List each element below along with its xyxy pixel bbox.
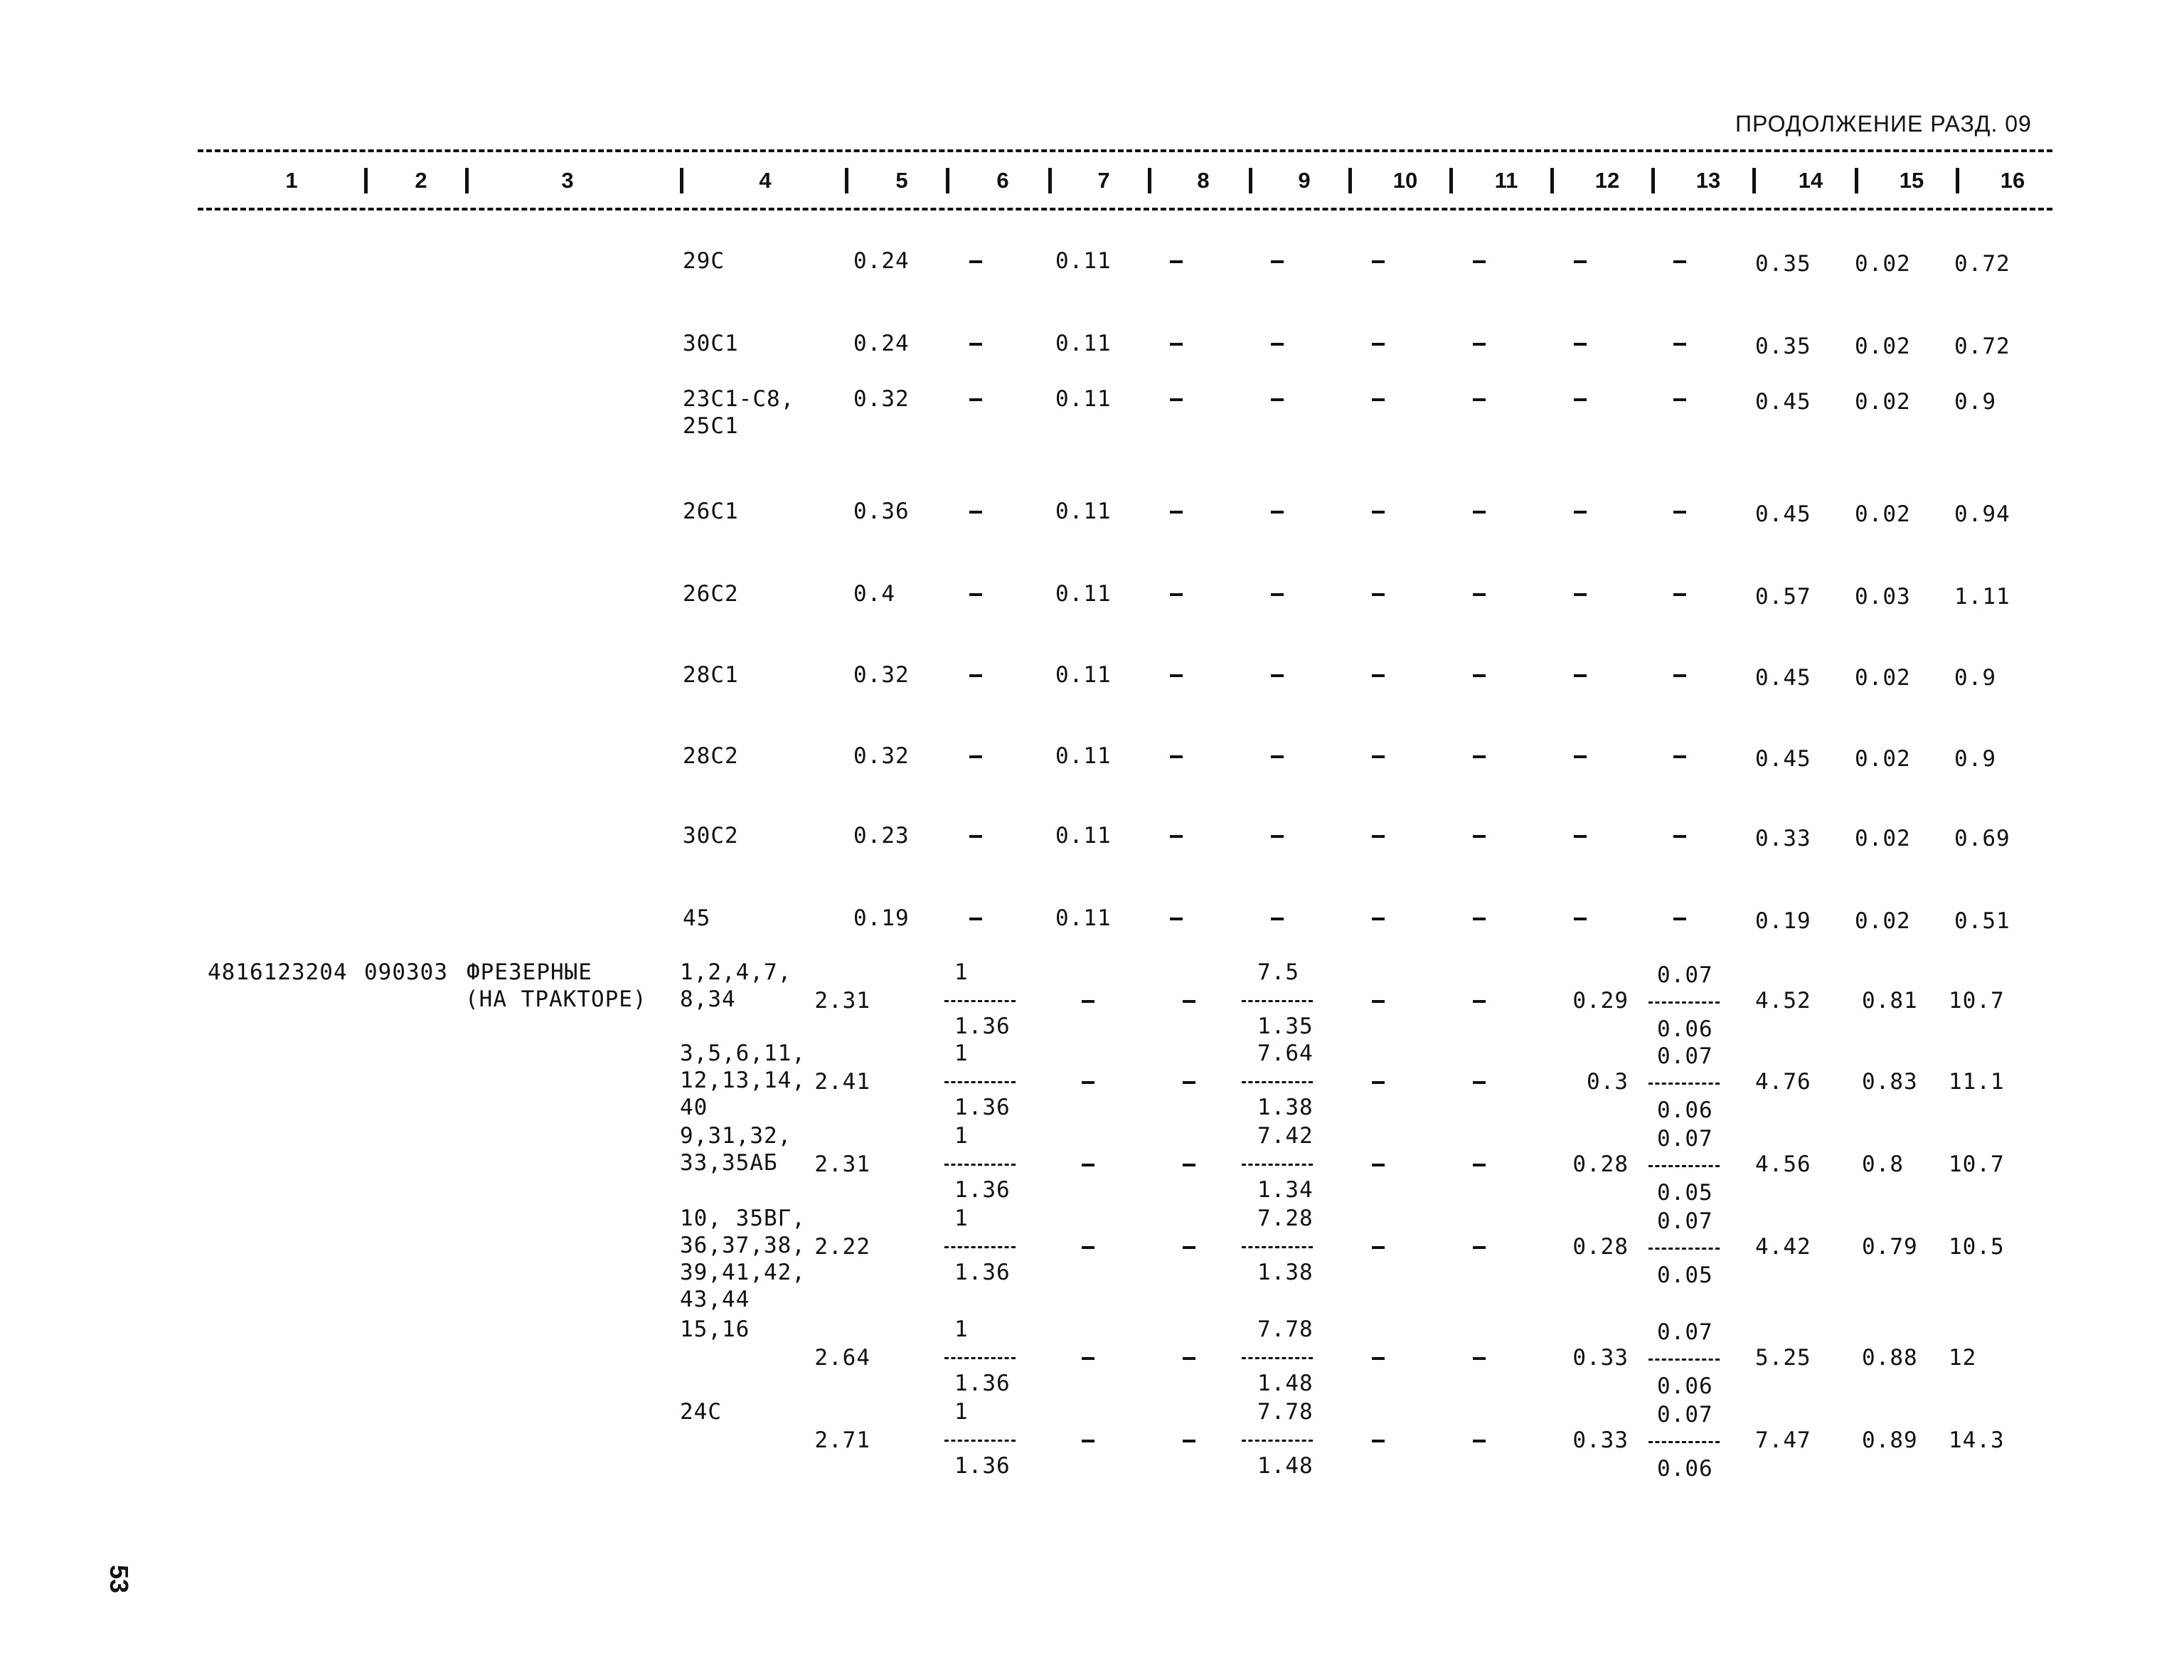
group-code-2: 090303 bbox=[364, 959, 448, 985]
empty-cell-dash bbox=[1372, 918, 1385, 920]
fraction-denominator: 1.36 bbox=[954, 1095, 1011, 1120]
fraction-denominator: 1.34 bbox=[1257, 1177, 1314, 1203]
row-col5: 0.32 bbox=[853, 743, 910, 769]
empty-cell-dash bbox=[1574, 343, 1587, 346]
row-col14: 0.45 bbox=[1755, 665, 1811, 691]
row-col4: 26С1 bbox=[683, 499, 739, 524]
empty-cell-dash bbox=[1271, 755, 1284, 758]
group-code-1: 4816123204 bbox=[208, 959, 348, 985]
empty-cell-dash bbox=[1473, 1164, 1486, 1166]
fraction-denominator: 1.38 bbox=[1257, 1260, 1314, 1285]
row-col4-line: 10, 35ВГ, bbox=[680, 1206, 806, 1231]
row-col4-line: 3,5,6,11, bbox=[680, 1041, 806, 1066]
row-col15: 0.02 bbox=[1855, 501, 1911, 527]
column-header-15: 15 bbox=[1899, 168, 1924, 193]
fraction-numerator: 0.07 bbox=[1657, 1208, 1713, 1234]
row-col15: 0.02 bbox=[1855, 665, 1911, 691]
fraction-numerator: 1 bbox=[954, 1041, 969, 1066]
empty-cell-dash bbox=[969, 593, 982, 596]
group-name-line-2: (НА ТРАКТОРЕ) bbox=[465, 987, 647, 1012]
empty-cell-dash bbox=[1473, 918, 1486, 920]
row-col4-line: 40 bbox=[680, 1095, 708, 1120]
empty-cell-dash bbox=[1372, 1000, 1385, 1003]
row-col4-line: 9,31,32, bbox=[680, 1123, 792, 1149]
row-col7: 0.11 bbox=[1055, 248, 1112, 274]
fraction-denominator: 0.06 bbox=[1657, 1456, 1713, 1482]
empty-cell-dash bbox=[1082, 1440, 1094, 1442]
row-col4-cont: 25С1 bbox=[683, 413, 739, 439]
row-col15: 0.02 bbox=[1855, 826, 1911, 851]
row-col4-line: 15,16 bbox=[680, 1317, 750, 1342]
fraction-bar bbox=[944, 1164, 1016, 1166]
row-col4-line: 12,13,14, bbox=[680, 1068, 806, 1093]
row-col5: 0.36 bbox=[853, 499, 910, 524]
row-col16: 0.69 bbox=[1954, 826, 2010, 851]
empty-cell-dash bbox=[1170, 593, 1183, 596]
row-col16: 10.7 bbox=[1949, 988, 2005, 1014]
fraction-denominator: 0.06 bbox=[1657, 1373, 1713, 1399]
column-header-1: 1 bbox=[285, 168, 298, 193]
fraction-numerator: 7.78 bbox=[1257, 1399, 1314, 1425]
column-separator bbox=[1048, 168, 1052, 193]
row-col14: 5.25 bbox=[1755, 1345, 1811, 1371]
empty-cell-dash bbox=[1372, 1081, 1385, 1084]
column-header-3: 3 bbox=[561, 168, 574, 193]
empty-cell-dash bbox=[1473, 593, 1486, 596]
row-col14: 0.45 bbox=[1755, 501, 1811, 527]
empty-cell-dash bbox=[969, 918, 982, 920]
fraction-bar bbox=[1242, 1000, 1313, 1002]
empty-cell-dash bbox=[1574, 511, 1587, 514]
fraction-denominator: 1.36 bbox=[954, 1371, 1011, 1396]
page-number: 53 bbox=[105, 1565, 134, 1594]
fraction-numerator: 0.07 bbox=[1657, 962, 1713, 988]
row-col14: 0.57 bbox=[1755, 584, 1811, 610]
empty-cell-dash bbox=[1473, 511, 1486, 514]
column-separator bbox=[946, 168, 949, 193]
empty-cell-dash bbox=[1170, 835, 1183, 838]
row-col14: 0.19 bbox=[1755, 908, 1811, 934]
column-separator bbox=[845, 168, 848, 193]
empty-cell-dash bbox=[1673, 674, 1686, 677]
fraction-bar bbox=[944, 1246, 1016, 1248]
row-col5: 2.31 bbox=[814, 1152, 870, 1177]
row-col4-line: 1,2,4,7, bbox=[680, 959, 792, 985]
fraction-bar bbox=[1242, 1357, 1313, 1359]
empty-cell-dash bbox=[1271, 260, 1284, 263]
column-header-7: 7 bbox=[1097, 168, 1110, 193]
empty-cell-dash bbox=[1473, 674, 1486, 677]
fraction-bar bbox=[944, 1000, 1016, 1002]
fraction-numerator: 1 bbox=[954, 1123, 969, 1149]
column-separator bbox=[465, 168, 469, 193]
empty-cell-dash bbox=[1372, 1357, 1385, 1360]
fraction-bar bbox=[1648, 1083, 1720, 1085]
empty-cell-dash bbox=[1473, 1357, 1486, 1360]
row-col7: 0.11 bbox=[1055, 499, 1112, 524]
row-col5: 2.64 bbox=[814, 1345, 870, 1371]
fraction-numerator: 7.42 bbox=[1257, 1123, 1314, 1149]
empty-cell-dash bbox=[1673, 343, 1686, 346]
column-separator bbox=[1148, 168, 1151, 193]
column-header-9: 9 bbox=[1298, 168, 1311, 193]
empty-cell-dash bbox=[1170, 398, 1183, 401]
fraction-bar bbox=[1648, 1248, 1720, 1250]
empty-cell-dash bbox=[1574, 674, 1587, 677]
row-col14: 7.47 bbox=[1755, 1428, 1811, 1453]
empty-cell-dash bbox=[969, 755, 982, 758]
empty-cell-dash bbox=[1372, 1164, 1385, 1166]
column-separator bbox=[1249, 168, 1252, 193]
fraction-numerator: 0.07 bbox=[1657, 1319, 1713, 1345]
empty-cell-dash bbox=[1473, 1081, 1486, 1084]
row-col16: 10.5 bbox=[1949, 1234, 2005, 1260]
empty-cell-dash bbox=[1271, 593, 1284, 596]
row-col4-line: 39,41,42, bbox=[680, 1260, 806, 1285]
empty-cell-dash bbox=[1473, 260, 1486, 263]
row-col14: 0.35 bbox=[1755, 251, 1811, 277]
row-col4-line: 36,37,38, bbox=[680, 1233, 806, 1258]
fraction-numerator: 0.07 bbox=[1657, 1402, 1713, 1428]
row-col4-line: 43,44 bbox=[680, 1287, 750, 1312]
row-col5: 0.23 bbox=[853, 823, 910, 849]
empty-cell-dash bbox=[1372, 343, 1385, 346]
row-col16: 0.9 bbox=[1954, 746, 1996, 772]
empty-cell-dash bbox=[969, 674, 982, 677]
row-col15: 0.02 bbox=[1855, 908, 1911, 934]
fraction-numerator: 1 bbox=[954, 1399, 969, 1425]
empty-cell-dash bbox=[1673, 835, 1686, 838]
empty-cell-dash bbox=[1673, 593, 1686, 596]
row-col4: 30С2 bbox=[683, 823, 739, 849]
empty-cell-dash bbox=[1473, 1440, 1486, 1442]
column-header-4: 4 bbox=[759, 168, 772, 193]
empty-cell-dash bbox=[1271, 343, 1284, 346]
row-col14: 0.45 bbox=[1755, 746, 1811, 772]
row-col15: 0.89 bbox=[1862, 1428, 1918, 1453]
fraction-bar bbox=[1648, 1001, 1720, 1004]
column-header-14: 14 bbox=[1798, 168, 1823, 193]
row-col4-line: 8,34 bbox=[680, 987, 736, 1012]
column-header-11: 11 bbox=[1494, 168, 1518, 193]
column-separator bbox=[1348, 168, 1352, 193]
row-col16: 0.9 bbox=[1954, 665, 1996, 691]
column-separator bbox=[680, 168, 683, 193]
empty-cell-dash bbox=[1574, 398, 1587, 401]
fraction-bar bbox=[1648, 1165, 1720, 1167]
row-col14: 4.56 bbox=[1755, 1152, 1811, 1177]
row-col16: 0.72 bbox=[1954, 334, 2010, 359]
row-col12: 0.29 bbox=[1572, 988, 1629, 1014]
header-top-rule bbox=[198, 149, 2052, 152]
row-col12: 0.3 bbox=[1587, 1069, 1629, 1095]
row-col5: 0.19 bbox=[853, 905, 910, 931]
fraction-numerator: 1 bbox=[954, 1206, 969, 1231]
fraction-bar bbox=[1648, 1359, 1720, 1361]
column-separator bbox=[1752, 168, 1756, 193]
row-col16: 0.51 bbox=[1954, 908, 2010, 934]
column-header-8: 8 bbox=[1197, 168, 1210, 193]
row-col7: 0.11 bbox=[1055, 823, 1112, 849]
fraction-denominator: 0.06 bbox=[1657, 1016, 1713, 1042]
empty-cell-dash bbox=[969, 511, 982, 514]
row-col15: 0.88 bbox=[1862, 1345, 1918, 1371]
fraction-denominator: 1.38 bbox=[1257, 1095, 1314, 1120]
fraction-denominator: 1.35 bbox=[1257, 1014, 1314, 1039]
empty-cell-dash bbox=[1473, 835, 1486, 838]
empty-cell-dash bbox=[1372, 1246, 1385, 1249]
fraction-numerator: 7.28 bbox=[1257, 1206, 1314, 1231]
empty-cell-dash bbox=[1170, 674, 1183, 677]
column-separator bbox=[364, 168, 368, 193]
row-col15: 0.79 bbox=[1862, 1234, 1918, 1260]
empty-cell-dash bbox=[1473, 1000, 1486, 1003]
column-separator bbox=[1651, 168, 1655, 193]
fraction-denominator: 1.36 bbox=[954, 1014, 1011, 1039]
empty-cell-dash bbox=[1183, 1164, 1195, 1166]
column-separator bbox=[1956, 168, 1959, 193]
row-col12: 0.33 bbox=[1572, 1428, 1629, 1453]
row-col4-line: 24С bbox=[680, 1399, 722, 1425]
column-header-5: 5 bbox=[895, 168, 908, 193]
row-col16: 10.7 bbox=[1949, 1152, 2005, 1177]
fraction-denominator: 0.05 bbox=[1657, 1180, 1713, 1206]
empty-cell-dash bbox=[1372, 593, 1385, 596]
empty-cell-dash bbox=[1271, 918, 1284, 920]
row-col7: 0.11 bbox=[1055, 331, 1112, 356]
empty-cell-dash bbox=[1183, 1357, 1195, 1360]
column-separator bbox=[1550, 168, 1554, 193]
row-col14: 0.33 bbox=[1755, 826, 1811, 851]
empty-cell-dash bbox=[1473, 1246, 1486, 1249]
empty-cell-dash bbox=[1271, 674, 1284, 677]
fraction-numerator: 0.07 bbox=[1657, 1043, 1713, 1069]
row-col4: 45 bbox=[683, 905, 711, 931]
row-col7: 0.11 bbox=[1055, 581, 1112, 607]
row-col16: 14.3 bbox=[1949, 1428, 2005, 1453]
row-col15: 0.03 bbox=[1855, 584, 1911, 610]
empty-cell-dash bbox=[1082, 1246, 1094, 1249]
empty-cell-dash bbox=[1574, 260, 1587, 263]
fraction-numerator: 7.64 bbox=[1257, 1041, 1314, 1066]
row-col4: 28С2 bbox=[683, 743, 739, 769]
empty-cell-dash bbox=[1574, 835, 1587, 838]
column-separator bbox=[1855, 168, 1858, 193]
row-col5: 0.32 bbox=[853, 662, 910, 688]
empty-cell-dash bbox=[1574, 755, 1587, 758]
fraction-numerator: 1 bbox=[954, 1317, 969, 1342]
row-col4: 23С1-С8, bbox=[683, 386, 795, 412]
fraction-bar bbox=[944, 1440, 1016, 1442]
empty-cell-dash bbox=[1170, 260, 1183, 263]
empty-cell-dash bbox=[1673, 511, 1686, 514]
empty-cell-dash bbox=[1574, 593, 1587, 596]
row-col5: 0.4 bbox=[853, 581, 895, 607]
empty-cell-dash bbox=[1574, 918, 1587, 920]
row-col12: 0.33 bbox=[1572, 1345, 1629, 1371]
row-col5: 0.24 bbox=[853, 248, 910, 274]
row-col14: 4.76 bbox=[1755, 1069, 1811, 1095]
empty-cell-dash bbox=[1082, 1164, 1094, 1166]
row-col14: 0.45 bbox=[1755, 389, 1811, 415]
column-header-16: 16 bbox=[2000, 168, 2025, 193]
header-bottom-rule bbox=[198, 208, 2052, 211]
empty-cell-dash bbox=[1183, 1081, 1195, 1084]
fraction-denominator: 0.05 bbox=[1657, 1262, 1713, 1288]
empty-cell-dash bbox=[969, 835, 982, 838]
empty-cell-dash bbox=[1170, 511, 1183, 514]
column-header-10: 10 bbox=[1392, 168, 1418, 193]
fraction-bar bbox=[1648, 1441, 1720, 1443]
empty-cell-dash bbox=[1082, 1081, 1094, 1084]
empty-cell-dash bbox=[1372, 755, 1385, 758]
fraction-denominator: 1.36 bbox=[954, 1260, 1011, 1285]
empty-cell-dash bbox=[1473, 755, 1486, 758]
row-col5: 2.71 bbox=[814, 1428, 870, 1453]
row-col7: 0.11 bbox=[1055, 743, 1112, 769]
empty-cell-dash bbox=[1673, 398, 1686, 401]
row-col5: 0.32 bbox=[853, 386, 910, 412]
fraction-bar bbox=[1242, 1246, 1313, 1248]
fraction-bar bbox=[1242, 1164, 1313, 1166]
empty-cell-dash bbox=[1673, 260, 1686, 263]
fraction-denominator: 0.06 bbox=[1657, 1097, 1713, 1123]
fraction-numerator: 7.78 bbox=[1257, 1317, 1314, 1342]
empty-cell-dash bbox=[969, 260, 982, 263]
empty-cell-dash bbox=[1183, 1000, 1195, 1003]
empty-cell-dash bbox=[1271, 511, 1284, 514]
row-col7: 0.11 bbox=[1055, 662, 1112, 688]
group-name-line-1: ФРЕЗЕРНЫЕ bbox=[467, 959, 592, 985]
empty-cell-dash bbox=[1372, 1440, 1385, 1442]
fraction-denominator: 1.48 bbox=[1257, 1371, 1314, 1396]
row-col14: 4.52 bbox=[1755, 988, 1811, 1014]
fraction-numerator: 1 bbox=[954, 959, 969, 985]
row-col5: 2.41 bbox=[814, 1069, 870, 1095]
row-col12: 0.28 bbox=[1572, 1234, 1629, 1260]
row-col16: 11.1 bbox=[1949, 1069, 2005, 1095]
empty-cell-dash bbox=[969, 343, 982, 346]
empty-cell-dash bbox=[1372, 835, 1385, 838]
column-header-13: 13 bbox=[1695, 168, 1721, 193]
row-col5: 0.24 bbox=[853, 331, 910, 356]
row-col16: 12 bbox=[1949, 1345, 1977, 1371]
fraction-denominator: 1.36 bbox=[954, 1177, 1011, 1203]
row-col15: 0.83 bbox=[1862, 1069, 1918, 1095]
empty-cell-dash bbox=[1372, 260, 1385, 263]
empty-cell-dash bbox=[1170, 918, 1183, 920]
row-col5: 2.31 bbox=[814, 988, 870, 1014]
row-col15: 0.02 bbox=[1855, 746, 1911, 772]
row-col14: 0.35 bbox=[1755, 334, 1811, 359]
empty-cell-dash bbox=[1271, 398, 1284, 401]
empty-cell-dash bbox=[1372, 511, 1385, 514]
row-col4-line: 33,35АБ bbox=[680, 1150, 778, 1176]
empty-cell-dash bbox=[1082, 1357, 1094, 1360]
row-col16: 0.72 bbox=[1954, 251, 2010, 277]
row-col16: 0.94 bbox=[1954, 501, 2010, 527]
fraction-denominator: 1.48 bbox=[1257, 1453, 1314, 1479]
empty-cell-dash bbox=[1183, 1440, 1195, 1442]
fraction-bar bbox=[1242, 1081, 1313, 1083]
empty-cell-dash bbox=[1473, 398, 1486, 401]
column-separator bbox=[1449, 168, 1453, 193]
row-col16: 0.9 bbox=[1954, 389, 1996, 415]
empty-cell-dash bbox=[1473, 343, 1486, 346]
empty-cell-dash bbox=[1170, 343, 1183, 346]
row-col12: 0.28 bbox=[1572, 1152, 1629, 1177]
column-header-2: 2 bbox=[415, 168, 427, 193]
row-col7: 0.11 bbox=[1055, 905, 1112, 931]
empty-cell-dash bbox=[1673, 918, 1686, 920]
fraction-bar bbox=[944, 1081, 1016, 1083]
row-col16: 1.11 bbox=[1954, 584, 2010, 610]
empty-cell-dash bbox=[1183, 1246, 1195, 1249]
empty-cell-dash bbox=[1082, 1000, 1094, 1003]
row-col4: 26С2 bbox=[683, 581, 739, 607]
empty-cell-dash bbox=[1673, 755, 1686, 758]
row-col4: 28С1 bbox=[683, 662, 739, 688]
row-col15: 0.02 bbox=[1855, 251, 1911, 277]
fraction-numerator: 7.5 bbox=[1257, 959, 1299, 985]
row-col4: 30С1 bbox=[683, 331, 739, 356]
empty-cell-dash bbox=[1271, 835, 1284, 838]
fraction-numerator: 0.07 bbox=[1657, 1126, 1713, 1152]
row-col5: 2.22 bbox=[814, 1234, 870, 1260]
empty-cell-dash bbox=[1170, 755, 1183, 758]
fraction-denominator: 1.36 bbox=[954, 1453, 1011, 1479]
column-header-6: 6 bbox=[996, 168, 1009, 193]
row-col15: 0.8 bbox=[1862, 1152, 1904, 1177]
row-col4: 29С bbox=[683, 248, 725, 274]
row-col15: 0.81 bbox=[1862, 988, 1918, 1014]
fraction-bar bbox=[1242, 1440, 1313, 1442]
empty-cell-dash bbox=[969, 398, 982, 401]
row-col7: 0.11 bbox=[1055, 386, 1112, 412]
row-col15: 0.02 bbox=[1855, 389, 1911, 415]
row-col15: 0.02 bbox=[1855, 334, 1911, 359]
column-header-12: 12 bbox=[1594, 168, 1620, 193]
row-col14: 4.42 bbox=[1755, 1234, 1811, 1260]
continuation-label: ПРОДОЛЖЕНИЕ РАЗД. 09 bbox=[1735, 111, 2032, 137]
empty-cell-dash bbox=[1372, 398, 1385, 401]
fraction-bar bbox=[944, 1357, 1016, 1359]
empty-cell-dash bbox=[1372, 674, 1385, 677]
